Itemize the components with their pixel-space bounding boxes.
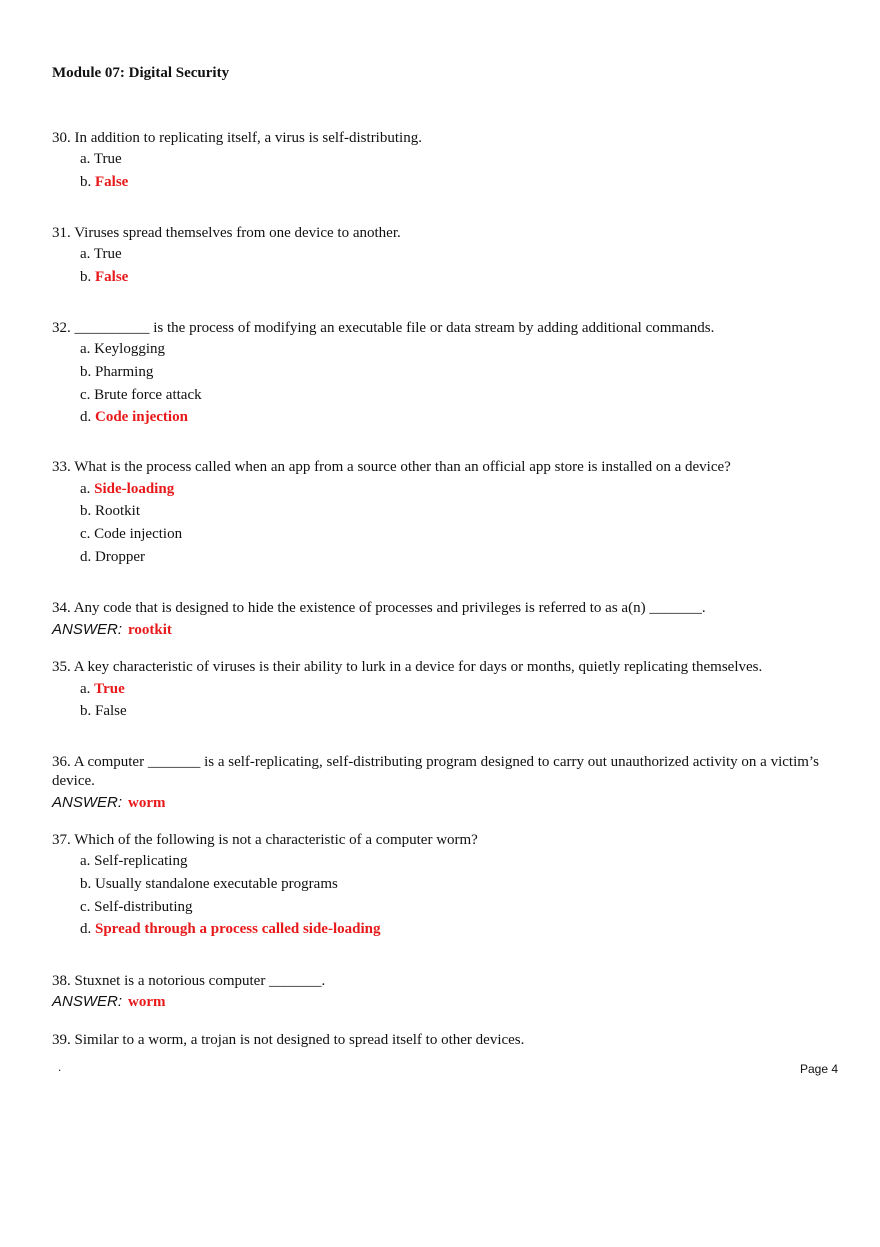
option-32b [80, 363, 153, 382]
option-letter: a. [80, 681, 91, 697]
option-37b [80, 875, 338, 894]
answer-value: worm [128, 795, 166, 811]
option-letter: b. [80, 174, 92, 190]
answer-36 [52, 793, 166, 813]
option-text: False [95, 703, 127, 719]
option-letter: a. [80, 341, 91, 357]
option-letter: c. [80, 899, 91, 915]
answer-34 [52, 620, 172, 640]
question-38 [52, 972, 822, 991]
question-34 [52, 599, 822, 618]
question-number: 36. [52, 754, 71, 770]
question-text: What is the process called when an app from a source other than an official app store is installed on a device? [74, 459, 731, 475]
question-36 [52, 753, 822, 791]
question-number: 31. [52, 225, 71, 241]
option-35a [80, 680, 125, 699]
option-text: Self-distributing [94, 899, 193, 915]
option-letter: a. [80, 481, 91, 497]
option-letter: a. [80, 246, 91, 262]
option-33c [80, 525, 182, 544]
option-text: Dropper [95, 549, 145, 565]
option-text: True [93, 246, 122, 262]
option-letter: b. [80, 503, 92, 519]
option-30a [80, 150, 122, 169]
question-39 [52, 1031, 822, 1050]
question-number: 39. [52, 1032, 71, 1048]
question-30 [52, 129, 822, 148]
answer-38 [52, 992, 166, 1012]
option-letter: b. [80, 364, 92, 380]
question-number: 33. [52, 459, 71, 475]
option-text: Rootkit [95, 503, 141, 519]
correct-answer: Side-loading [94, 481, 175, 497]
option-text: True [93, 151, 122, 167]
footer-dot: . [58, 1060, 62, 1074]
correct-answer: True [94, 681, 125, 697]
option-33d [80, 548, 145, 567]
option-letter: b. [80, 876, 92, 892]
option-33b [80, 502, 140, 521]
correct-answer: False [95, 269, 129, 285]
answer-label: ANSWER: [52, 621, 123, 638]
correct-answer: False [95, 174, 129, 190]
answer-value: rootkit [128, 622, 172, 638]
question-text: __________ is the process of modifying an executable file or data stream by adding additional commands. [74, 320, 715, 336]
option-text: Code injection [94, 526, 183, 542]
question-text: Which of the following is not a characteristic of a computer worm? [74, 832, 478, 848]
option-letter: b. [80, 703, 92, 719]
question-number: 38. [52, 973, 71, 989]
option-text: Brute force attack [94, 387, 202, 403]
option-text: Keylogging [94, 341, 165, 357]
option-letter: c. [80, 526, 91, 542]
option-32d [80, 408, 188, 427]
question-number: 30. [52, 130, 71, 146]
question-text: In addition to replicating itself, a virus is self-distributing. [74, 130, 422, 146]
option-letter: a. [80, 853, 91, 869]
option-32a [80, 340, 165, 359]
answer-label: ANSWER: [52, 794, 123, 811]
option-letter: d. [80, 549, 92, 565]
page-title: Module 07: Digital Security [52, 65, 230, 81]
option-35b [80, 702, 127, 721]
option-letter: d. [80, 409, 92, 425]
question-37 [52, 831, 822, 850]
option-31b [80, 268, 128, 287]
question-number: 35. [52, 659, 71, 675]
option-letter: c. [80, 387, 91, 403]
page-number: Page 4 [800, 1062, 839, 1076]
question-text: A key characteristic of viruses is their ability to lurk in a device for days or months, quietly replicating themselves. [73, 659, 763, 675]
option-37a [80, 852, 187, 871]
question-31 [52, 224, 822, 243]
option-37d [80, 920, 380, 939]
answer-value: worm [128, 994, 166, 1010]
question-number: 34. [52, 600, 71, 616]
option-33a [80, 480, 174, 499]
option-letter: d. [80, 921, 92, 937]
option-30b [80, 173, 128, 192]
option-text: Usually standalone executable programs [95, 876, 338, 892]
question-text: A computer _______ is a self-replicating, self-distributing program designed to carry out unauthorized activity on a victim’s device. [52, 754, 819, 789]
question-number: 37. [52, 832, 71, 848]
option-37c [80, 898, 193, 917]
option-text: Self-replicating [94, 853, 188, 869]
question-text: Similar to a worm, a trojan is not designed to spread itself to other devices. [74, 1032, 525, 1048]
question-35 [52, 658, 822, 677]
question-text: Any code that is designed to hide the existence of processes and privileges is referred to as a(n) _______. [73, 600, 706, 616]
option-letter: b. [80, 269, 92, 285]
answer-label: ANSWER: [52, 993, 123, 1010]
question-33 [52, 458, 822, 477]
correct-answer: Spread through a process called side-loading [95, 921, 381, 937]
question-number: 32. [52, 320, 71, 336]
option-letter: a. [80, 151, 91, 167]
option-32c [80, 386, 202, 405]
question-32 [52, 319, 822, 338]
question-text: Viruses spread themselves from one device to another. [74, 225, 401, 241]
question-text: Stuxnet is a notorious computer _______. [74, 973, 326, 989]
option-text: Pharming [95, 364, 154, 380]
correct-answer: Code injection [95, 409, 188, 425]
option-31a [80, 245, 122, 264]
